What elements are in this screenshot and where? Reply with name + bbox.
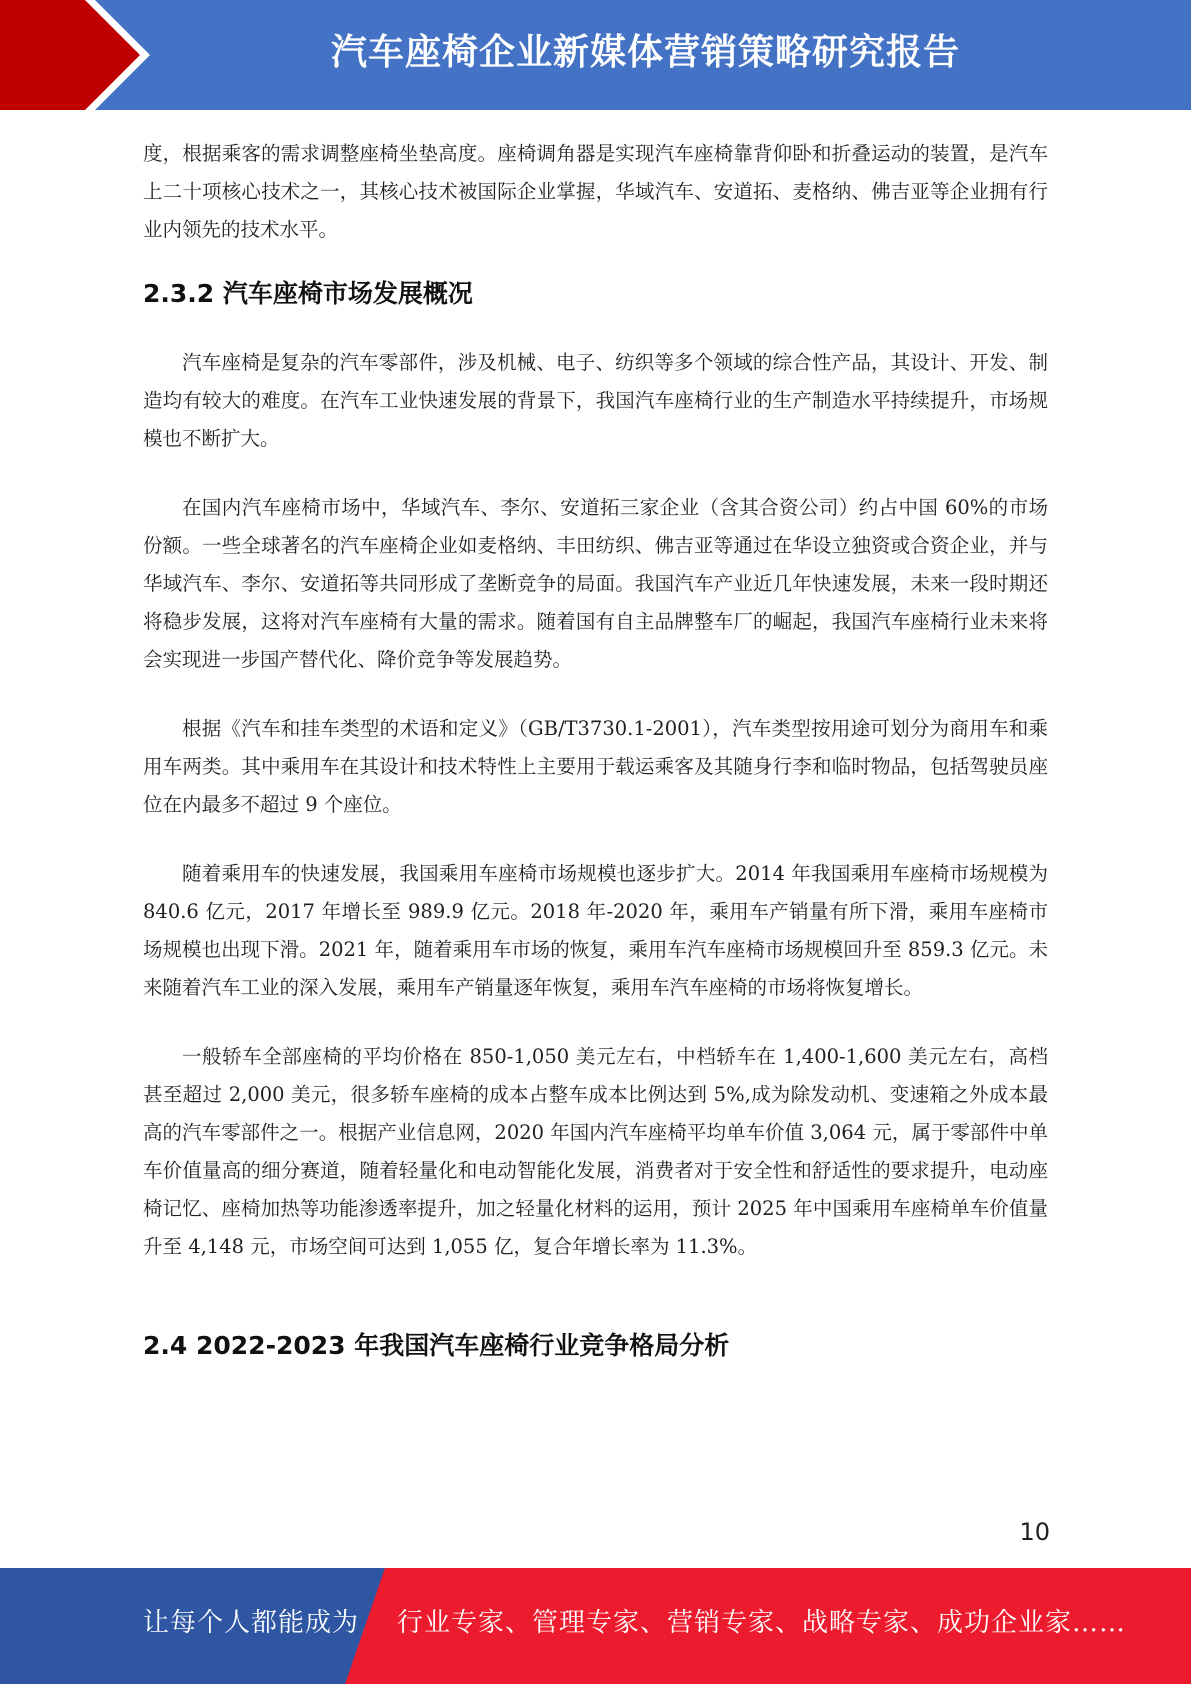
paragraph-seat-price: 一般轿车全部座椅的平均价格在 850-1,050 美元左右，中档轿车在 1,400-1,600 美元左右，高档甚至超过 2,000 美元，很多轿车座椅的成本占整车成本比例达到 5%,成为除发动机、变速箱之外成本最高的汽车零部件之一。根据产业信息网，2020 年国内汽车座椅平均单车价值 3,064 元，属于零部件中单车价值量高的细分赛道，随着轻量化和电动智能化发展，消费者对于安全性和舒适性的要求提升，电动座椅记忆、座椅加热等功能渗透率提升，加之轻量化材料的运用，预计 2025 年中国乘用车座椅单车价值量升至 4,148 元，市场空间可达到 1,055 亿，复合年增长率为 11.3%。 bbox=[143, 1045, 1048, 1258]
page-header bbox=[0, 0, 1191, 110]
page-content bbox=[143, 135, 1048, 1366]
section-heading-2-4: 2.4 2022-2023 年我国汽车座椅行业竞争格局分析 bbox=[143, 1331, 730, 1360]
footer-slogan-left: 让每个人都能成为 bbox=[143, 1608, 360, 1638]
paragraph-market-share: 在国内汽车座椅市场中，华域汽车、李尔、安道拓三家企业（含其合资公司）约占中国 60%的市场份额。一些全球著名的汽车座椅企业如麦格纳、丰田纺织、佛吉亚等通过在华设立独资或合资企业，并与华域汽车、李尔、安道拓等共同形成了垄断竞争的局面。我国汽车产业近几年快速发展，未来一段时期还将稳步发展，这将对汽车座椅有大量的需求。随着国有自主品牌整车厂的崛起，我国汽车座椅行业未来将会实现进一步国产替代化、降价竞争等发展趋势。 bbox=[143, 496, 1048, 671]
paragraph-vehicle-classification: 根据《汽车和挂车类型的术语和定义》（GB/T3730.1-2001），汽车类型按用途可划分为商用车和乘用车两类。其中乘用车在其设计和技术特性上主要用于载运乘客及其随身行李和临时物品，包括驾驶员座位在内最多不超过 9 个座位。 bbox=[143, 717, 1048, 816]
header-arrow-icon bbox=[0, 0, 140, 110]
continued-paragraph: 度，根据乘客的需求调整座椅坐垫高度。座椅调角器是实现汽车座椅靠背仰卧和折叠运动的装置，是汽车上二十项核心技术之一，其核心技术被国际企业掌握，华域汽车、安道拓、麦格纳、佛吉亚等企业拥有行业内领先的技术水平。 bbox=[143, 142, 1048, 241]
footer-slogan-right: 行业专家、管理专家、营销专家、战略专家、成功企业家…… bbox=[397, 1608, 1127, 1638]
paragraph-seat-complexity: 汽车座椅是复杂的汽车零部件，涉及机械、电子、纺织等多个领域的综合性产品，其设计、开发、制造均有较大的难度。在汽车工业快速发展的背景下，我国汽车座椅行业的生产制造水平持续提升，市场规模也不断扩大。 bbox=[143, 351, 1048, 450]
report-title: 汽车座椅企业新媒体营销策略研究报告 bbox=[330, 32, 960, 73]
page-number: 10 bbox=[1019, 1518, 1050, 1546]
page-footer bbox=[0, 1568, 1191, 1684]
section-heading-2-3-2: 2.3.2 汽车座椅市场发展概况 bbox=[143, 279, 473, 308]
paragraph-market-size: 随着乘用车的快速发展，我国乘用车座椅市场规模也逐步扩大。2014 年我国乘用车座椅市场规模为 840.6 亿元，2017 年增长至 989.9 亿元。2018 年-2020 年，乘用车产销量有所下滑，乘用车座椅市场规模也出现下滑。2021 年，随着乘用车市场的恢复，乘用车汽车座椅市场规模回升至 859.3 亿元。未来随着汽车工业的深入发展，乘用车产销量逐年恢复，乘用车汽车座椅的市场将恢复增长。 bbox=[143, 862, 1048, 999]
